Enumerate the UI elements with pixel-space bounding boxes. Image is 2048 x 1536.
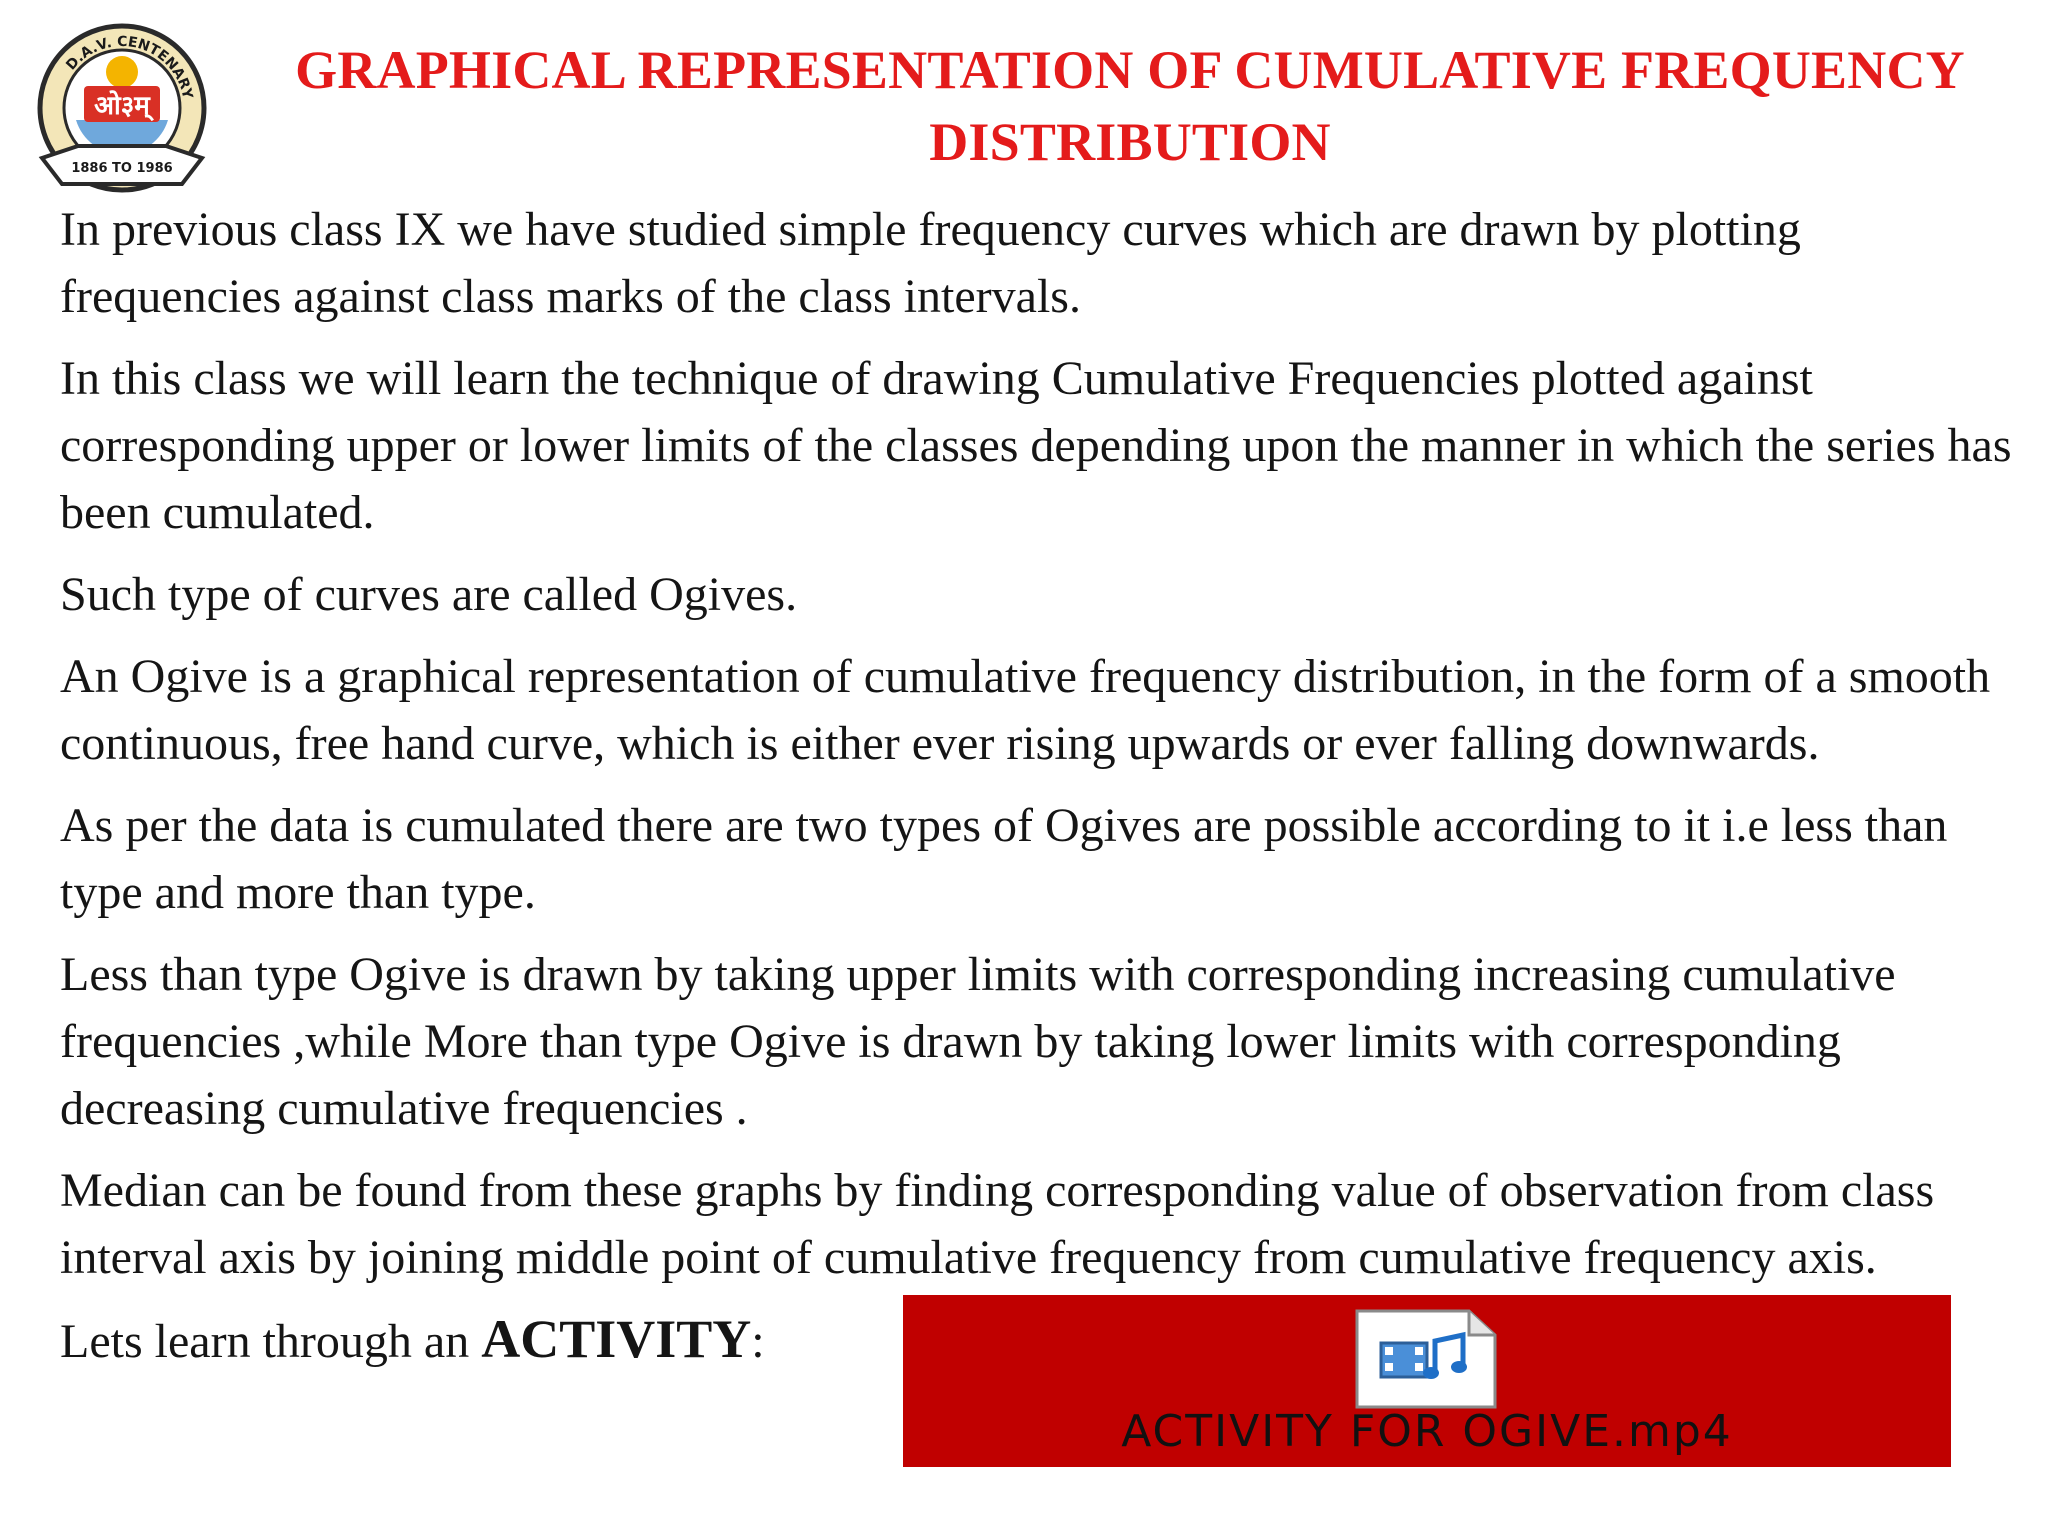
paragraph-ogive-definition: An Ogive is a graphical representation of cumulative frequency distribution, in the form of a smooth continuous, free hand curve, which is either ever rising upwards or ever falling downwards.: [60, 650, 1991, 770]
paragraph-ogive-types: As per the data is cumulated there are two types of Ogives are possible according to it i.e less than type and more than type.: [60, 799, 1948, 919]
paragraph-median: Median can be found from these graphs by finding corresponding value of observation from class interval axis by joining middle point of cumulative frequency from cumulative frequency axis.: [60, 1164, 1935, 1284]
dav-centenary-logo: [22, 8, 222, 208]
slide-title-line-1: GRAPHICAL REPRESENTATION OF CUMULATIVE FREQUENCY: [295, 40, 1965, 100]
svg-text:D.A.V. CENTENARY: D.A.V. CENTENARY: [63, 33, 196, 101]
activity-prefix: Lets learn through an: [60, 1315, 482, 1368]
paragraph-ogives-called: Such type of curves are called Ogives.: [60, 568, 798, 621]
slide-body: [60, 196, 2020, 1390]
paragraph-frequency-curves: In previous class IX we have studied simple frequency curves which are drawn by plotting frequencies against class marks of the class intervals.: [60, 203, 1801, 323]
svg-text:ओ३म्: ओ३म्: [94, 91, 150, 121]
video-file-icon: [1351, 1309, 1499, 1409]
activity-bold-word: ACTIVITY: [481, 1309, 752, 1369]
svg-text:1886 TO 1986: 1886 TO 1986: [71, 161, 173, 176]
paragraph-less-more-than: Less than type Ogive is drawn by taking upper limits with corresponding increasing cumulative frequencies ,while More than type Ogive is drawn by taking lower limits with corresponding decreasing cumulative frequencies .: [60, 948, 1896, 1135]
video-file-name: ACTIVITY FOR OGIVE.mp4: [1121, 1406, 1733, 1457]
embedded-video-object[interactable]: [903, 1295, 1951, 1467]
paragraph-cumulative-technique: In this class we will learn the technique of drawing Cumulative Frequencies plotted against corresponding upper or lower limits of the classes depending upon the manner in which the series has been cumulated.: [60, 352, 2012, 539]
slide-title: [250, 34, 2010, 178]
activity-suffix: :: [751, 1315, 765, 1368]
slide-title-line-2: DISTRIBUTION: [929, 112, 1331, 172]
